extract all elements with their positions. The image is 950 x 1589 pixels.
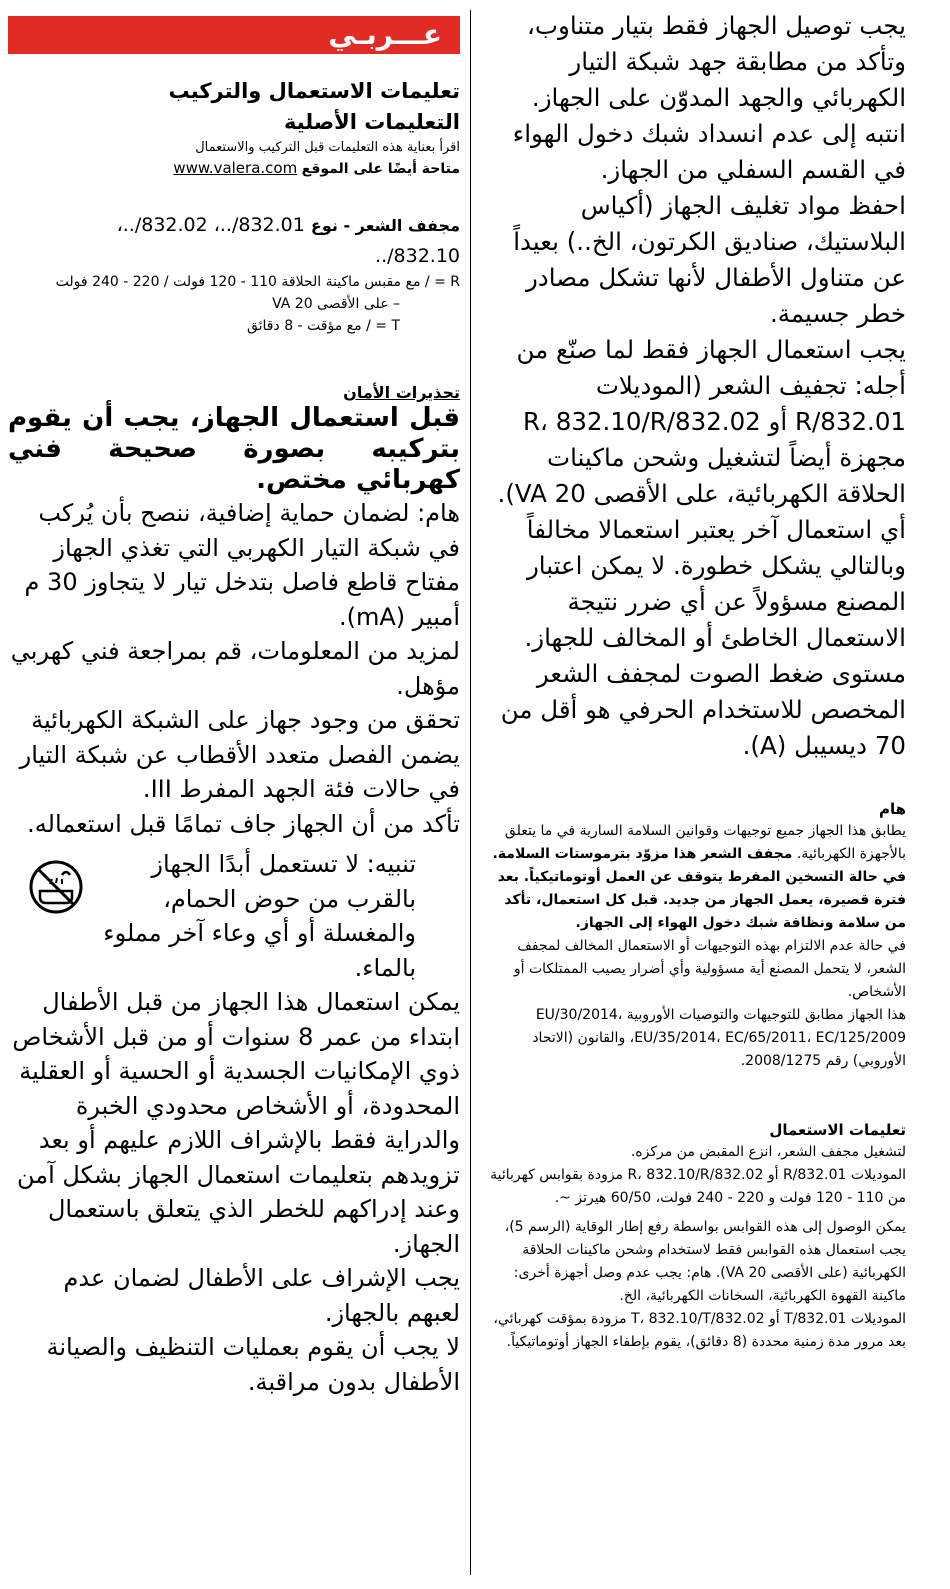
column-divider [470, 10, 471, 1575]
right-column [484, 0, 906, 1354]
intended-use-note: يجب استعمال الجهاز فقط لما صنّع من أجله: تجفيف الشعر (الموديلات 832.01/R أو 832.02/R، 832.10/R مجهزة أيضاً لتشغيل وشحن ماكينات الحلاقة الكهربائية، على الأقصى 20 VA). أي استعمال آخر يعتبر استعمالا مخالفاً وبالتالي يشكل خطورة. لا يمكن اعتبار المصنع مسؤولاً عن أي ضرر نتيجة الاستعمال الخاطئ أو المخالف للجهاز. [497, 335, 906, 652]
liability-text: في حالة عدم الالتزام بهذه التوجيهات أو الاستعمال المخالف لمجفف الشعر، لا يتحمل المصنع أية مسؤولية وأي أضرار يصيب الممتلكات أو الأشخاص. [513, 938, 906, 1000]
model-variants [8, 271, 460, 337]
compliance-block [484, 820, 906, 935]
children-use-note: يمكن استعمال هذا الجهاز من قبل الأطفال ابتداء من عمر 8 سنوات أو من قبل الأشخاص ذوي الإمكانيات الجسدية أو الحسية أو العقلية المحدودة، أو الأشخاص محدودي الخبرة والدراية فقط بالإشراف اللازم عليهم أو بعد تزويدهم بتعليمات استعمال الجهاز بشكل آمن وعند إدراكهم للخطر الذي يتعلق باستعمال الجهاز. [12, 988, 460, 1258]
online-note-line [8, 157, 460, 180]
left-column [8, 0, 460, 1399]
usage-start: لتشغيل مجفف الشعر، انزع المقبض من مركزه. [630, 1144, 906, 1160]
supervise-note: يجب الإشراف على الأطفال لضمان عدم لعبهم بالجهاز. [63, 1264, 460, 1327]
consult-note: لمزيد من المعلومات، قم بمراجعة فني كهربي مؤهل. [10, 637, 460, 700]
models-t-text: الموديلات 832.01/T أو 832.02/T، 832.10/T مزودة بمؤقت كهربائي، بعد مرور مدة زمنية محددة (8 دقائق)، يقوم بإطفاء الجهاز أوتوماتيكياً. [493, 1311, 906, 1350]
packaging-note: احفظ مواد تغليف الجهاز (أكياس البلاستيك، صناديق الكرتون، الخ..) بعيداً عن متناول الأطفال لأنها تشكل مصادر خطر جسيمة. [513, 191, 906, 328]
dry-note: تأكد من أن الجهاز جاف تمامًا قبل استعماله. [27, 809, 460, 838]
model-variant-r-max: – على الأقصى 20 VA [272, 296, 400, 312]
model-variant-t: T = / مع مؤقت - 8 دقائق [246, 318, 400, 334]
disconnect-note: تحقق من وجود جهاز على الشبكة الكهربائية يضمن الفصل متعدد الأقطاب عن شبكة التيار في حالات فئة الجهد المفرط III. [19, 706, 460, 803]
rcd-note: هام: لضمان حماية إضافية، ننصح بأن يُركب في شبكة التيار الكهربي التي تغذي الجهاز مفتاح قاطع فاصل بتدخل تيار لا يتجاوز 30 م أمبير (mA). [24, 499, 460, 631]
read-note: اقرأ بعناية هذه التعليمات قبل التركيب والاستعمال [195, 140, 460, 155]
document-title [8, 76, 460, 138]
sockets-text: يمكن الوصول إلى هذه القوابس بواسطة رفع إطار الوقاية (الرسم 5)، يجب استعمال هذه القوابس فقط لاستخدام وشحن ماكينات الحلاقة الكهربائية (على الأقصى 20 VA). هام: يجب عدم وصل أجهزة أخرى: ماكينة القهوة الكهربائية، السخانات الكهربائية، الخ. [504, 1219, 906, 1304]
cleaning-note: لا يجب أن يقوم بعمليات التنظيف والصيانة الأطفال بدون مراقبة. [46, 1333, 460, 1396]
model-numbers-2: 832.10/.. [375, 245, 460, 267]
language-label: عـــربـي [8, 16, 460, 54]
model-variant-r: R = / مع مقبس ماكينة الحلاقة 110 - 120 فولت / 220 - 240 فولت [55, 274, 460, 290]
online-note: متاحة أيضًا على الموقع [301, 161, 460, 177]
ac-only-note: يجب توصيل الجهاز فقط بتيار متناوب، وتأكد من مطابقة جهد شبكة التيار الكهربائي والجهد المدوّن على الجهاز. [527, 11, 906, 112]
usage-heading: تعليمات الاستعمال [769, 1121, 906, 1139]
model-heading [8, 210, 460, 271]
caution-block [8, 847, 460, 985]
website-link[interactable]: www.valera.com [173, 159, 298, 177]
safety-heading: تحذيرات الأمان [343, 383, 460, 402]
compliance-text: يطابق هذا الجهاز جميع توجيهات وقوانين السلامة السارية في ما يتعلق بالأجهزة الكهربائية. [504, 823, 906, 862]
model-label: مجفف الشعر - نوع [310, 216, 460, 235]
thermostat-text: مجفف الشعر هذا مزوّد بترموستات السلامة. في حالة التسخين المفرط يتوقف عن العمل أوتوماتيكياً. بعد فترة قصيرة، يعمل الجهاز من جديد. قبل كل استعمال، تأكد من سلامة ونظافة شبك دخول الهواء إلى الجهاز. [492, 846, 906, 931]
important-heading: هام [878, 800, 906, 818]
noise-note: مستوى ضغط الصوت لمجفف الشعر المخصص للاستخدام الحرفي هو أقل من 70 ديسيبل (A). [500, 659, 906, 760]
model-numbers-1: 832.01/..، 832.02/..، [116, 214, 305, 236]
no-water-near-bath-icon [28, 857, 84, 917]
directives-text: هذا الجهاز مطابق للتوجيهات والتوصيات الأوروبية EU/30/2014، EU/35/2014، EC/65/2011، EC/125/2009، والقانون (الاتحاد الأوروبي) رقم 2008/1275. [532, 1007, 906, 1069]
caution-text: تنبيه: لا تستعمل أبدًا الجهاز بالقرب من حوض الحمام، والمغسلة أو أي وعاء آخر مملوء بالماء. [103, 850, 416, 982]
models-r-text: الموديلات 832.01/R أو 832.02/R، 832.10/R مزودة بقوابس كهربائية من 110 - 120 فولت و 220 - 240 فولت، 60/50 هيرتز ~. [490, 1167, 906, 1206]
title-line-2: التعليمات الأصلية [283, 110, 460, 134]
installation-warning: قبل استعمال الجهاز، يجب أن يقوم بتركيبه بصورة صحيحة فني كهربائي مختص. [8, 403, 460, 495]
title-line-1: تعليمات الاستعمال والتركيب [168, 79, 460, 103]
air-intake-note: انتبه إلى عدم انسداد شبك دخول الهواء في القسم السفلي من الجهاز. [512, 119, 906, 184]
